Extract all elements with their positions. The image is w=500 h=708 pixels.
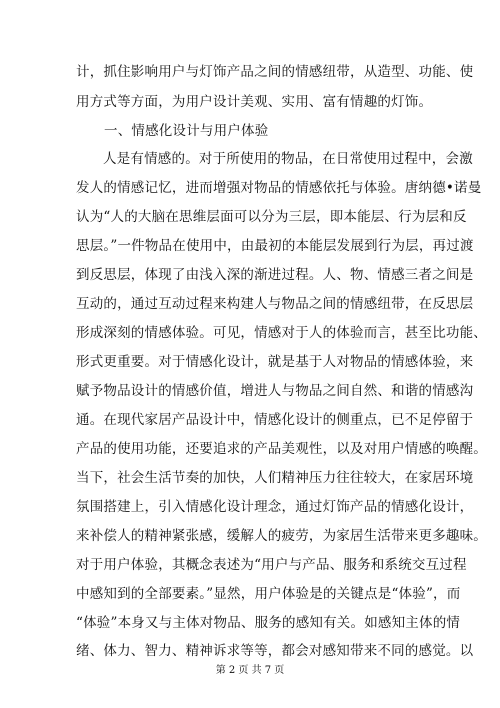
text-line: 到反思层，体现了由浅入深的渐进过程。人、物、情感三者之间是 [76, 267, 474, 283]
text-line: 对于用户体验，其概念表述为“用户与产品、服务和系统交互过程 [76, 557, 467, 573]
text-line: 中感知到的全部要素。”显然，用户体验是的关键点是“体验”，而 [76, 586, 461, 602]
text-line: 认为“人的大脑在思维层面可以分为三层，即本能层、行为层和反 [76, 209, 467, 225]
page-number-footer: 第 2 页 共 7 页 [215, 665, 285, 676]
text-line: 当下，社会生活节奏的加快，人们精神压力往往较大，在家居环境 [76, 470, 474, 486]
text-line: 形式更重要。对于情感化设计，就是基于人对物品的情感体验，来 [76, 354, 474, 370]
text-line: 发人的情感记忆，进而增强对物品的情感依托与体验。唐纳德•诺曼 [76, 180, 482, 196]
text-line: 形成深刻的情感体验。可见，情感对于人的体验而言，甚至比功能、 [76, 325, 487, 341]
text-line: 思层。”一件物品在使用中，由最初的本能层发展到行为层，再过渡 [76, 238, 474, 254]
text-line: 氛围搭建上，引入情感化设计理念，通过灯饰产品的情感化设计， [76, 499, 474, 515]
text-line: “体验”本身又与主体对物品、服务的感知有关。如感知主体的情 [76, 615, 461, 631]
text-line: 计，抓住影响用户与灯饰产品之间的情感纽带，从造型、功能、使 [76, 64, 474, 80]
text-line: 通。在现代家居产品设计中，情感化设计的侧重点，已不足停留于 [76, 412, 474, 428]
text-line: 赋予物品设计的情感价值，增进人与物品之间自然、和谐的情感沟 [76, 383, 474, 399]
section-heading: 一、情感化设计与用户体验 [104, 123, 269, 139]
paragraph-first-line: 人是有情感的。对于所使用的物品，在日常使用过程中，会激 [103, 151, 473, 167]
text-line: 产品的使用功能，还要追求的产品美观性，以及对用户情感的唤醒。 [76, 441, 487, 457]
text-line: 来补偿人的精神紧张感，缓解人的疲劳，为家居生活带来更多趣味。 [76, 528, 487, 544]
text-line: 互动的，通过互动过程来构建人与物品之间的情感纽带，在反思层 [76, 296, 474, 312]
text-line: 绪、体力、智力、精神诉求等等，都会对感知带来不同的感觉。以 [76, 643, 474, 659]
text-line: 用方式等方面，为用户设计美观、实用、富有情趣的灯饰。 [76, 94, 433, 110]
